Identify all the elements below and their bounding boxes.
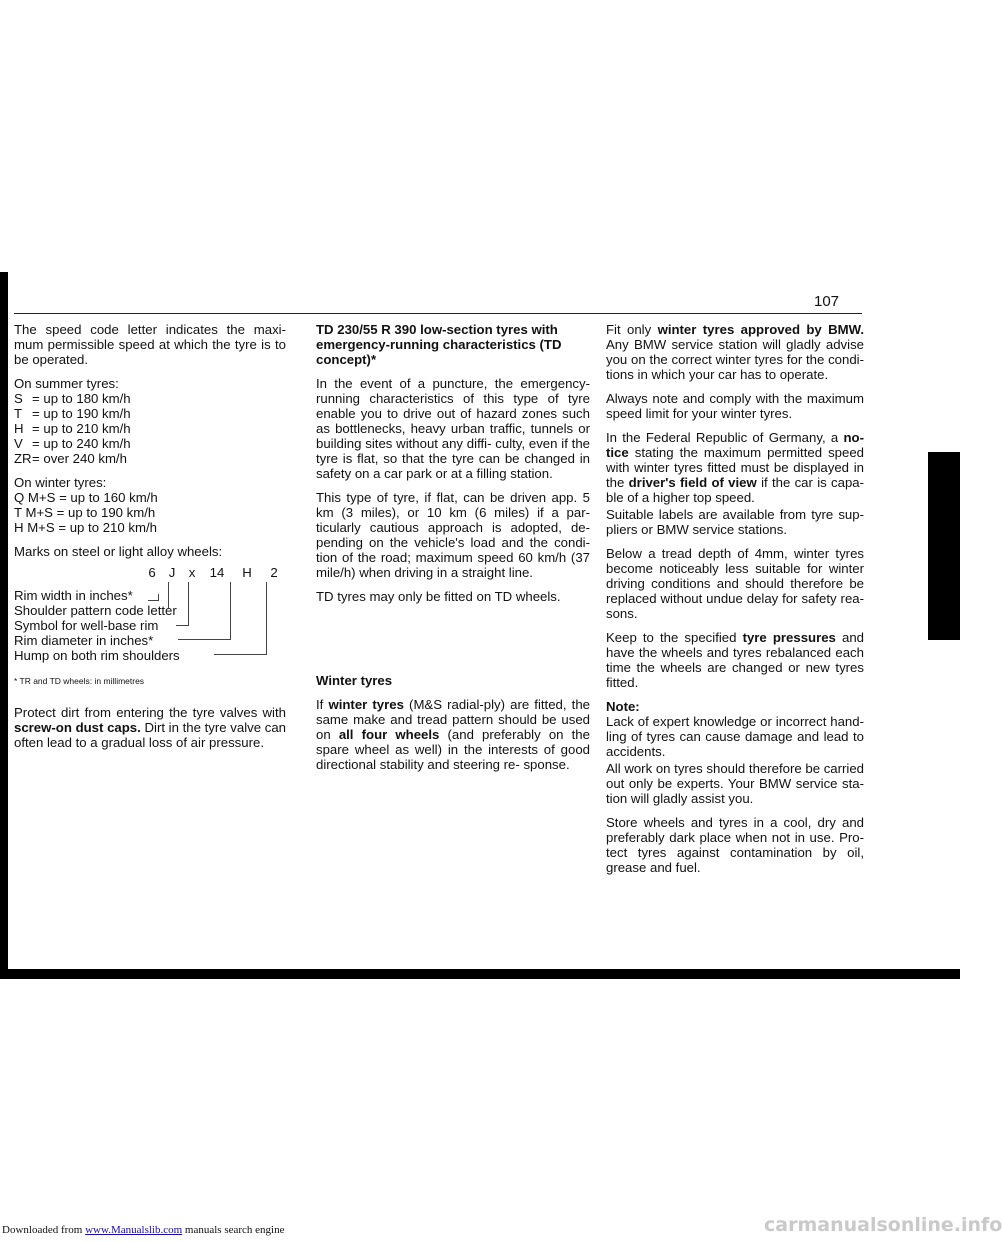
winter-speed-list (14, 490, 286, 535)
diagram-label: Rim width in inches* (14, 588, 133, 603)
diagram-label: Shoulder pattern code letter (14, 603, 177, 618)
section-tab (928, 452, 960, 640)
tread-depth-paragraph: Below a tread depth of 4mm, winter tyres become noticeably less suitable for winter driving conditions and should therefore be replaced without undue delay for safety rea- sons. (606, 546, 864, 621)
site-watermark: carmanualsonline.info (764, 1214, 1002, 1236)
speed-row: T = up to 190 km/h (14, 406, 131, 421)
wheel-code: 2 (270, 565, 278, 580)
approved-tyres-paragraph: Fit only winter tyres approved by BMW. Any BMW service station will gladly advise you on the correct winter tyres for the condi- tions in which your car has to operate. (606, 322, 864, 382)
diagram-leader (214, 582, 267, 655)
left-edge-bar (0, 272, 8, 972)
wheel-code: J (168, 565, 176, 580)
td-heading: TD 230/55 R 390 low-section tyres with emergency-running characteristics (TD concept)* (316, 322, 562, 367)
storage-paragraph: Store wheels and tyres in a cool, dry and preferably dark place when not in use. Pro- tect tyres against contamination by oil, grease and fuel. (606, 815, 864, 875)
winter-heading: On winter tyres: (14, 475, 107, 490)
diagram-leader (148, 594, 159, 601)
winter-tyres-paragraph: If winter tyres (M&S radial-ply) are fitted, the same make and tread pattern should be used on all four wheels (and preferably on the spare wheel as well) in the interests of good directional stability and steering re- sponse. (316, 697, 590, 772)
column-left (14, 322, 286, 759)
diagram-label: Symbol for well-base rim (14, 618, 159, 633)
speed-row: ZR = over 240 km/h (14, 451, 127, 466)
manualslib-link[interactable]: www.Manualslib.com (85, 1224, 183, 1236)
wheel-code: x (188, 565, 196, 580)
wheel-marking-diagram (14, 584, 286, 670)
marks-heading: Marks on steel or light alloy wheels: (14, 544, 223, 559)
wheel-code: 6 (148, 565, 156, 580)
download-footer: Downloaded from www.Manualslib.com manuals search engine (2, 1224, 285, 1236)
winter-tyres-heading: Winter tyres (316, 673, 393, 688)
speed-code-intro: The speed code letter indicates the maxi- mum permissible speed at which the tyre is to be operated. (14, 322, 286, 367)
note-paragraph: Lack of expert knowledge or incorrect hand- ling of tyres can cause damage and lead to accidents. (606, 714, 864, 759)
td-paragraph: In the event of a puncture, the emergency- running characteristics of this type of tyre enable you to drive out of hazard zones such as bottlenecks, heavy urban traffic, tunnels or building sites without any diffi- culty, even if the tyre is flat, so that the tyre can be changed in safety on a car park or at a filling station. (316, 376, 590, 481)
bottom-bar (0, 969, 960, 979)
notice-paragraph: In the Federal Republic of Germany, a no- tice stating the maximum permitted speed with winter tyres fitted must be displayed in the driver's field of view if the car is capa- ble of a higher top speed. (606, 430, 865, 505)
summer-heading: On summer tyres: (14, 376, 119, 391)
diagram-label: Rim diameter in inches* (14, 633, 154, 648)
note-heading: Note: (606, 699, 640, 714)
speed-limit-paragraph: Always note and comply with the maximum speed limit for your winter tyres. (606, 391, 864, 421)
speed-row: V = up to 240 km/h (14, 436, 131, 451)
summer-speed-list (14, 391, 286, 466)
header-rule (14, 313, 862, 314)
wheel-code: 14 (209, 565, 225, 580)
td-paragraph: This type of tyre, if flat, can be driven app. 5 km (3 miles), or 10 km (6 miles) if a par- ticularly cautious approach is adopted, de- pending on the vehicle's load and the condi- tion of the road; maximum speed 60 km/h (37 mile/h) when driving in a straight line. (316, 490, 590, 580)
td-paragraph: TD tyres may only be fitted on TD wheels. (316, 589, 561, 604)
column-right (606, 322, 864, 884)
diagram-label: Hump on both rim shoulders (14, 648, 180, 663)
note-paragraph: All work on tyres should therefore be carried out only be experts. Your BMW service sta- tion will gladly assist you. (606, 761, 865, 806)
speed-row: H = up to 210 km/h (14, 421, 131, 436)
winter-speed-row: H M+S = up to 210 km/h (14, 520, 157, 535)
page-number: 107 (814, 293, 840, 310)
diagram-leader (168, 582, 169, 608)
speed-row: S = up to 180 km/h (14, 391, 131, 406)
footnote: * TR and TD wheels: in millimetres (14, 676, 145, 686)
winter-speed-row: T M+S = up to 190 km/h (14, 505, 156, 520)
labels-paragraph: Suitable labels are available from tyre sup- pliers or BMW service stations. (606, 507, 864, 537)
winter-speed-row: Q M+S = up to 160 km/h (14, 490, 158, 505)
dust-caps-paragraph: Protect dirt from entering the tyre valves with screw-on dust caps. Dirt in the tyre valve can often lead to a gradual loss of air pressure. (14, 705, 286, 750)
wheel-code-row (14, 565, 286, 580)
wheel-code: H (242, 565, 252, 580)
column-middle (316, 322, 590, 781)
tyre-pressure-paragraph: Keep to the specified tyre pressures and have the wheels and tyres rebalanced each time the wheels are changed or new tyres fitted. (606, 630, 865, 690)
